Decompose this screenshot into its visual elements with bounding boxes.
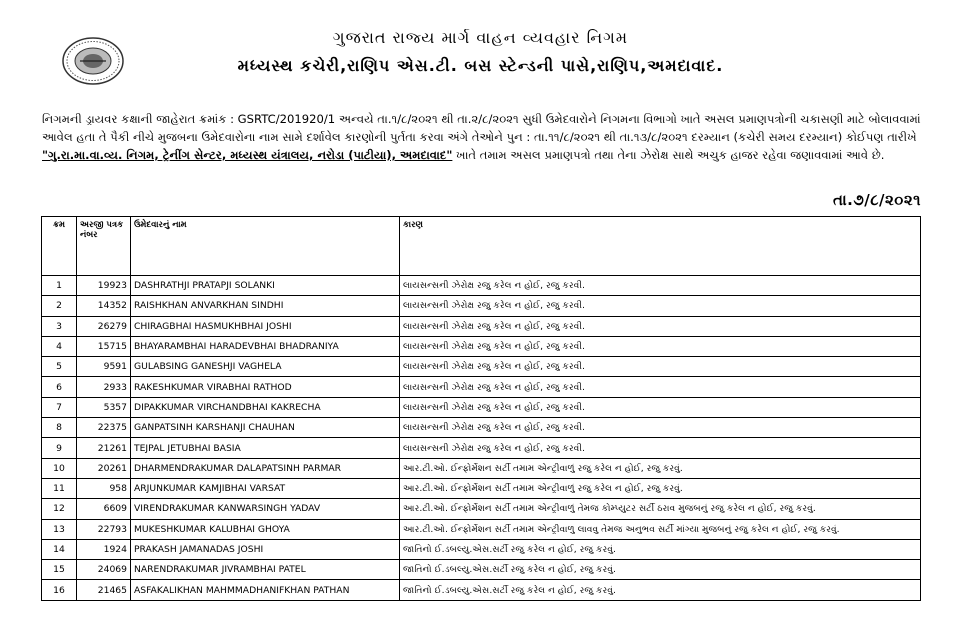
- header-application-number: અરજી પત્રક નંબર: [77, 217, 131, 276]
- header-reason: કારણ: [400, 217, 921, 276]
- cell-application-number: 22793: [77, 519, 131, 539]
- cell-serial: 1: [42, 276, 77, 296]
- cell-serial: 4: [42, 336, 77, 356]
- cell-serial: 15: [42, 560, 77, 580]
- cell-reason: આર.ટી.ઓ. ઈન્ફોર્મેશન સર્ટી તમામ એન્ટ્રીવાળું રજુ કરેલ ન હોઈ, રજુ કરવું.: [400, 458, 921, 478]
- cell-application-number: 21261: [77, 438, 131, 458]
- cell-serial: 16: [42, 580, 77, 600]
- header-candidate-name: ઉમેદવારનું નામ: [131, 217, 400, 276]
- cell-application-number: 24069: [77, 560, 131, 580]
- table-header-row: [42, 217, 921, 276]
- cell-reason: જાતિનો ઈ.ડબલ્યુ.એસ.સર્ટી રજુ કરેલ ન હોઈ, રજુ કરવું.: [400, 560, 921, 580]
- cell-reason: લાયસન્સની ઝેરોક્ષ રજુ કરેલ ન હોઈ, રજુ કરવી.: [400, 418, 921, 438]
- table-row: [42, 560, 921, 580]
- table-row: [42, 478, 921, 498]
- cell-serial: 8: [42, 418, 77, 438]
- cell-application-number: 26279: [77, 316, 131, 336]
- cell-application-number: 15715: [77, 336, 131, 356]
- cell-candidate-name: RAISHKHAN ANVARKHAN SINDHI: [131, 296, 400, 316]
- table-row: [42, 418, 921, 438]
- cell-serial: 13: [42, 519, 77, 539]
- cell-reason: લાયસન્સની ઝેરોક્ષ રજુ કરેલ ન હોઈ, રજુ કરવી.: [400, 397, 921, 417]
- table-row: [42, 519, 921, 539]
- cell-candidate-name: DHARMENDRAKUMAR DALAPATSINH PARMAR: [131, 458, 400, 478]
- cell-candidate-name: NARENDRAKUMAR JIVRAMBHAI PATEL: [131, 560, 400, 580]
- cell-reason: લાયસન્સની ઝેરોક્ષ રજુ કરેલ ન હોઈ, રજુ કરવી.: [400, 377, 921, 397]
- cell-application-number: 21465: [77, 580, 131, 600]
- org-name: ગુજરાત રાજ્ય માર્ગ વાહન વ્યવહાર નિગમ: [332, 28, 629, 47]
- cell-serial: 10: [42, 458, 77, 478]
- cell-application-number: 6609: [77, 499, 131, 519]
- table-row: [42, 316, 921, 336]
- cell-reason: જાતિનો ઈ.ડબલ્યુ.એસ.સર્ટી રજુ કરેલ ન હોઈ, રજુ કરવું.: [400, 580, 921, 600]
- candidates-table: [41, 216, 921, 601]
- table-row: [42, 580, 921, 600]
- cell-candidate-name: MUKESHKUMAR KALUBHAI GHOYA: [131, 519, 400, 539]
- table-row: [42, 458, 921, 478]
- notice-date: તા.૭/૮/૨૦૨૧: [833, 191, 921, 209]
- notice-text-before: નિગમની ડ્રાયવર કક્ષાની જાહેરાત ક્રમાંક : GSRTC/201920/1 અન્વયે તા.૧/૮/૨૦૨૧ થી તા.૨/૮/૨૦૨૧ સુધી ઉમેદવારોને નિગમના વિભાગો ખાતે અસલ પ્રમાણપત્રોની ચકાસણી માટે બોલાવવામાં આવેલ હતા તે પૈકી નીચે મુજબના ઉમેદવારોના નામ સામે દર્શાવેલ કારણોની પુર્તતા કરવા અંગે તેઓને પુન : તા.૧૧/૮/૨૦૨૧ થી તા.૧૩/૮/૨૦૨૧ દરમ્યાન (કચેરી સમય દરમ્યાન) કોઈપણ તારીખે: [42, 112, 921, 144]
- cell-serial: 9: [42, 438, 77, 458]
- document-header: [0, 0, 961, 90]
- cell-reason: લાયસન્સની ઝેરોક્ષ રજુ કરેલ ન હોઈ, રજુ કરવી.: [400, 276, 921, 296]
- cell-application-number: 14352: [77, 296, 131, 316]
- table-row: [42, 377, 921, 397]
- table-row: [42, 296, 921, 316]
- cell-candidate-name: PRAKASH JAMANADAS JOSHI: [131, 539, 400, 559]
- cell-reason: આર.ટી.ઓ. ઈન્ફોર્મેશન સર્ટી તમામ એન્ટ્રીવાળુ લાવવુ તેમજ અનુભવ સર્ટી માંગ્યા મુજબનું રજુ કરેલ ન હોઈ, રજુ કરવું.: [400, 519, 921, 539]
- cell-serial: 11: [42, 478, 77, 498]
- cell-candidate-name: GULABSING GANESHJI VAGHELA: [131, 357, 400, 377]
- table-row: [42, 357, 921, 377]
- cell-reason: લાયસન્સની ઝેરોક્ષ રજુ કરેલ ન હોઈ, રજુ કરવી.: [400, 438, 921, 458]
- cell-application-number: 5357: [77, 397, 131, 417]
- org-address: મધ્યસ્થ કચેરી,રાણિપ એસ.ટી. બસ સ્ટેન્ડની પાસે,રાણિપ,અમદાવાદ.: [237, 56, 724, 75]
- notice-paragraph: [42, 110, 922, 164]
- cell-serial: 7: [42, 397, 77, 417]
- cell-application-number: 958: [77, 478, 131, 498]
- cell-serial: 5: [42, 357, 77, 377]
- cell-candidate-name: ASFAKALIKHAN MAHMMADHANIFKHAN PATHAN: [131, 580, 400, 600]
- cell-application-number: 20261: [77, 458, 131, 478]
- table-row: [42, 336, 921, 356]
- table-row: [42, 397, 921, 417]
- cell-candidate-name: TEJPAL JETUBHAI BASIA: [131, 438, 400, 458]
- cell-serial: 2: [42, 296, 77, 316]
- cell-reason: જાતિનો ઈ.ડબલ્યુ.એસ.સર્ટી રજુ કરેલ ન હોઈ, રજુ કરવું.: [400, 539, 921, 559]
- cell-application-number: 9591: [77, 357, 131, 377]
- cell-reason: આર.ટી.ઓ. ઈન્ફોર્મેશન સર્ટી તમામ એન્ટ્રીવાળું રજુ કરેલ ન હોઈ, રજુ કરવું.: [400, 478, 921, 498]
- notice-venue-highlight: "ગુ.રા.મા.વા.વ્ય. નિગમ, ટ્રેનીંગ સેન્ટર, મધ્યસ્થ યંત્રાલય, નરોડા (પાટીયા), અમદાવાદ": [42, 148, 453, 162]
- cell-candidate-name: RAKESHKUMAR VIRABHAI RATHOD: [131, 377, 400, 397]
- cell-candidate-name: GANPATSINH KARSHANJI CHAUHAN: [131, 418, 400, 438]
- cell-reason: લાયસન્સની ઝેરોક્ષ રજુ કરેલ ન હોઈ, રજુ કરવી.: [400, 336, 921, 356]
- header-serial: ક્રમ: [42, 217, 77, 276]
- cell-candidate-name: DIPAKKUMAR VIRCHANDBHAI KAKRECHA: [131, 397, 400, 417]
- table-row: [42, 499, 921, 519]
- cell-candidate-name: DASHRATHJI PRATAPJI SOLANKI: [131, 276, 400, 296]
- cell-serial: 3: [42, 316, 77, 336]
- cell-application-number: 1924: [77, 539, 131, 559]
- cell-reason: લાયસન્સની ઝેરોક્ષ રજુ કરેલ ન હોઈ, રજુ કરવી.: [400, 296, 921, 316]
- cell-reason: આર.ટી.ઓ. ઈન્ફોર્મેશન સર્ટી તમામ એન્ટ્રીવાળું તેમજ કોમ્પ્યુટર સર્ટી ઠરાવ મુજબનું રજુ કરેલ ન હોઈ, રજુ કરવું.: [400, 499, 921, 519]
- cell-candidate-name: CHIRAGBHAI HASMUKHBHAI JOSHI: [131, 316, 400, 336]
- cell-application-number: 2933: [77, 377, 131, 397]
- table-body: [42, 276, 921, 601]
- cell-reason: લાયસન્સની ઝેરોક્ષ રજુ કરેલ ન હોઈ, રજુ કરવી.: [400, 316, 921, 336]
- table-row: [42, 276, 921, 296]
- cell-serial: 12: [42, 499, 77, 519]
- cell-candidate-name: VIRENDRAKUMAR KANWARSINGH YADAV: [131, 499, 400, 519]
- cell-application-number: 19923: [77, 276, 131, 296]
- notice-text-after: ખાતે તમામ અસલ પ્રમાણપત્રો તથા તેના ઝેરોક્ષ સાથે અચુક હાજર રહેવા જણાવવામાં આવે છે.: [452, 148, 885, 162]
- table-row: [42, 539, 921, 559]
- cell-serial: 6: [42, 377, 77, 397]
- cell-application-number: 22375: [77, 418, 131, 438]
- cell-serial: 14: [42, 539, 77, 559]
- cell-candidate-name: BHAYARAMBHAI HARADEVBHAI BHADRANIYA: [131, 336, 400, 356]
- cell-reason: લાયસન્સની ઝેરોક્ષ રજુ કરેલ ન હોઈ, રજુ કરવી.: [400, 357, 921, 377]
- table-row: [42, 438, 921, 458]
- cell-candidate-name: ARJUNKUMAR KAMJIBHAI VARSAT: [131, 478, 400, 498]
